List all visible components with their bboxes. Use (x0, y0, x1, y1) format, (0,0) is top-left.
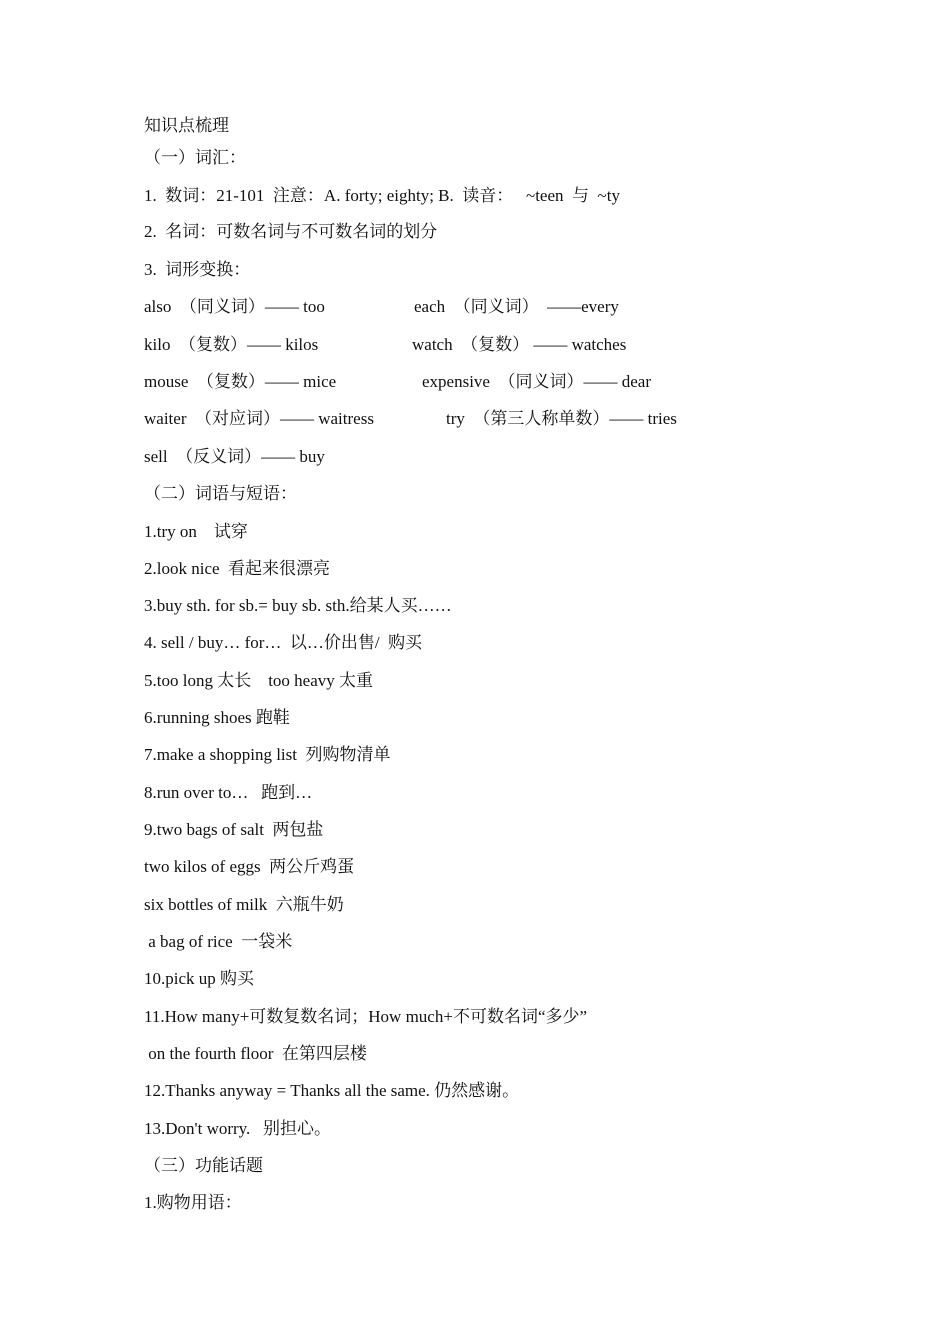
phrase-item: a bag of rice 一袋米 (144, 932, 293, 951)
phrase-item: 8.run over to… 跑到… (144, 783, 313, 802)
phrase-item: 11.How many+可数复数名词；How much+不可数名词“多少” (144, 1007, 588, 1026)
word-pair-right: each （同义词） ——every (414, 297, 619, 316)
section-heading-functions: （三）功能话题 (144, 1156, 263, 1175)
phrase-item: 5.too long 太长 too heavy 太重 (144, 671, 374, 690)
vocab-item: 1. 数词：21-101 注意：A. forty; eighty; B. 读音： ~teen 与 ~ty (144, 186, 620, 205)
word-pair-right: try （第三人称单数）—— tries (446, 409, 677, 428)
section-heading-vocab: （一）词汇： (144, 148, 246, 167)
word-pair-left: sell （反义词）—— buy (144, 447, 325, 466)
word-pair-left: mouse （复数）—— mice (144, 372, 337, 391)
word-pair-left: also （同义词）—— too (144, 297, 325, 316)
phrase-item: 3.buy sth. for sb.= buy sb. sth.给某人买…… (144, 596, 452, 615)
phrase-item: 9.two bags of salt 两包盐 (144, 820, 324, 839)
phrase-item: 12.Thanks anyway = Thanks all the same. 仍然感谢。 (144, 1081, 520, 1100)
phrase-item: two kilos of eggs 两公斤鸡蛋 (144, 857, 355, 876)
phrase-item: 10.pick up 购买 (144, 969, 255, 988)
phrase-item: 4. sell / buy… for… 以…价出售/ 购买 (144, 633, 423, 652)
phrase-item: on the fourth floor 在第四层楼 (144, 1044, 367, 1063)
phrase-item: 1.try on 试穿 (144, 522, 248, 541)
vocab-item: 2. 名词：可数名词与不可数名词的划分 (144, 222, 438, 241)
word-pair-right: watch （复数） —— watches (412, 335, 627, 354)
word-pair-right: expensive （同义词）—— dear (422, 372, 651, 391)
word-pair-left: waiter （对应词）—— waitress (144, 409, 374, 428)
function-item: 1.购物用语： (144, 1193, 242, 1212)
phrase-item: six bottles of milk 六瓶牛奶 (144, 895, 344, 914)
word-pair-left: kilo （复数）—— kilos (144, 335, 319, 354)
phrase-item: 6.running shoes 跑鞋 (144, 708, 290, 727)
phrase-item: 13.Don't worry. 别担心。 (144, 1119, 332, 1138)
section-heading-phrases: （二）词语与短语： (144, 484, 297, 503)
phrase-item: 2.look nice 看起来很漂亮 (144, 559, 331, 578)
document-title: 知识点梳理 (144, 116, 229, 135)
vocab-item: 3. 词形变换： (144, 260, 251, 279)
phrase-item: 7.make a shopping list 列购物清单 (144, 745, 391, 764)
